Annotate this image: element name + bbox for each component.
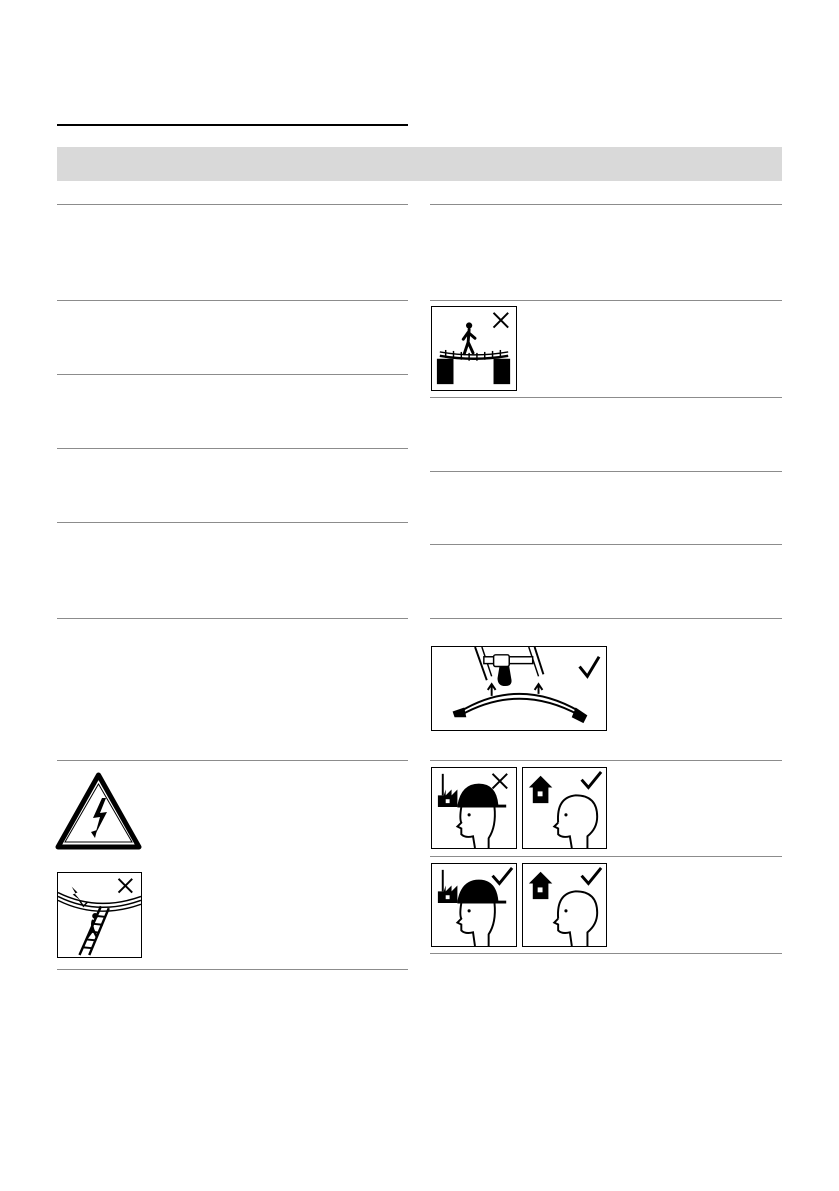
- divider: [57, 300, 408, 301]
- domestic-use-icon: [522, 863, 607, 947]
- divider: [430, 397, 782, 398]
- header-rule: [57, 124, 408, 126]
- divider: [430, 618, 782, 619]
- divider: [430, 856, 782, 857]
- professional-use-icon: [431, 863, 517, 947]
- divider: [57, 204, 408, 205]
- divider: [57, 618, 408, 619]
- ladder-foot-stabilizer-icon: [431, 646, 607, 731]
- divider: [57, 969, 408, 970]
- divider: [430, 204, 782, 205]
- domestic-use-icon: [522, 767, 607, 849]
- divider: [430, 471, 782, 472]
- divider: [57, 374, 408, 375]
- divider: [57, 522, 408, 523]
- divider: [430, 544, 782, 545]
- divider: [430, 953, 782, 954]
- ladder-used-as-bridge-icon: [431, 306, 517, 391]
- electric-hazard-warning-icon: [55, 772, 142, 850]
- divider: [57, 760, 408, 761]
- ladder-near-power-lines-icon: [57, 872, 142, 958]
- divider: [430, 300, 782, 301]
- professional-use-icon: [431, 767, 517, 849]
- section-heading-band: [57, 147, 782, 181]
- divider: [57, 448, 408, 449]
- divider: [430, 760, 782, 761]
